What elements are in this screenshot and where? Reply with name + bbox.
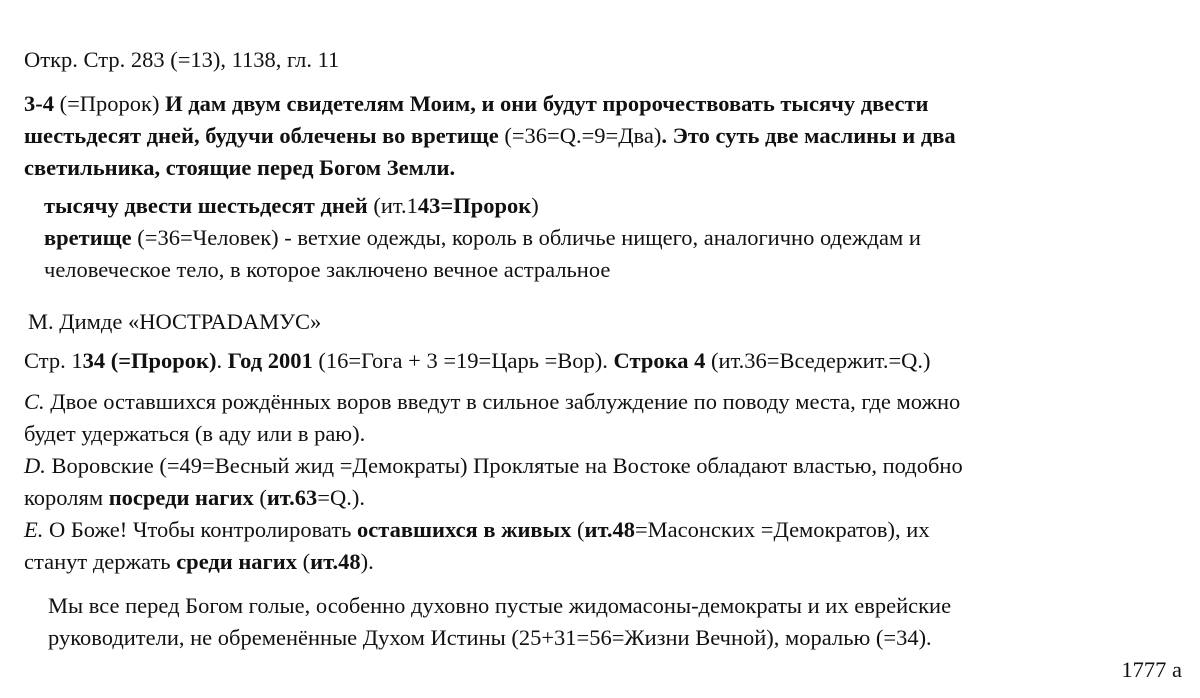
glossary-definition: ) — [531, 193, 539, 218]
quatrain-bold: ит.48 — [584, 517, 635, 542]
stanza-year: Год 2001 — [227, 348, 313, 373]
verse-text: И дам двум свидетелям Моим, и они будут пророчествовать тысячу двести — [165, 91, 929, 116]
quatrain-line-d-cont — [24, 482, 1174, 514]
commentary-line-2: руководители, не обременённые Духом Истины (25+31=56=Жизни Вечной), моралью (=34). — [48, 625, 932, 650]
stanza-page: Стр. 1 — [24, 348, 83, 373]
quatrain-bold: ит.63 — [266, 485, 318, 510]
quatrain-bold: ит.48 — [310, 549, 361, 574]
source-reference — [24, 44, 1174, 76]
stanza-line-label: Строка 4 — [613, 348, 706, 373]
glossary-term: вретище — [44, 225, 132, 250]
quatrain-text: ( — [571, 517, 585, 542]
quatrain-text: =Масонских =Демократов), их — [634, 517, 930, 542]
stanza-line-annotation: (ит.36=Вседержит.=Q.) — [705, 348, 931, 373]
glossary-term: тысячу двести шестьдесят дней — [44, 193, 368, 218]
author-reference — [28, 306, 1178, 338]
quatrain-text: О Боже! Чтобы контролировать — [43, 517, 358, 542]
glossary-entry-sackcloth — [44, 222, 1194, 254]
stanza-reference-line — [24, 345, 1174, 377]
stanza-year-annotation: (16=Гога + 3 =19=Царь =Вор — [312, 348, 595, 373]
verse-text: светильника, стоящие перед Богом Земли. — [24, 155, 456, 180]
glossary-entry-days — [44, 190, 1194, 222]
quatrain-line-e-cont — [24, 546, 1174, 578]
source-reference-text: Откр. Стр. 283 (=13), 1138, гл. 11 — [24, 47, 340, 72]
verse-line-3 — [24, 152, 1174, 184]
stanza-reference — [24, 345, 1174, 377]
verse-paragraph — [24, 88, 1174, 184]
commentary-line-1: Мы все перед Богом голые, особенно духовно пустые жидомасоны-демократы и их еврейские — [48, 593, 952, 618]
glossary-definition: (ит.1 — [367, 193, 418, 218]
glossary-definition: (=36=Человек) - ветхие одежды, король в обличье нищего, аналогично одеждам и — [131, 225, 921, 250]
line-marker: C. — [24, 389, 45, 414]
glossary-entry-sackcloth-cont — [44, 254, 1194, 286]
line-marker: E. — [24, 517, 44, 542]
quatrain-text: королям — [24, 485, 109, 510]
quatrain-text: Воровские (=49=Весный жид =Демократы) Проклятые на Востоке обладают властью, подобно — [45, 453, 963, 478]
separator: ). — [594, 348, 614, 373]
verse-line-2 — [24, 120, 1174, 152]
page-number: 1777 а — [1121, 657, 1182, 682]
commentary — [48, 590, 1198, 654]
quatrain-text: =Q.). — [317, 485, 365, 510]
verse-text: шестьдесят дней, будучи облечены во вретище — [24, 123, 499, 148]
glossary — [44, 190, 1194, 286]
quatrain-text: станут держать — [24, 549, 177, 574]
verse-number: 3-4 — [24, 91, 54, 116]
quatrain-line-c-cont — [24, 418, 1174, 450]
verse-line-1 — [24, 88, 1174, 120]
glossary-definition: человеческое тело, в которое заключено вечное астральное — [44, 257, 611, 282]
author-text: М. Димде «НОСТРАDАМУС» — [28, 309, 322, 334]
glossary-definition-bold: 43=Пророк — [417, 193, 532, 218]
quatrain-text: будет удержаться (в аду или в раю). — [24, 421, 366, 446]
line-marker: D. — [24, 453, 46, 478]
quatrain-line-e — [24, 514, 1174, 546]
quatrain-line-c — [24, 386, 1174, 418]
quatrain-text: ). — [360, 549, 374, 574]
verse-text: . Это суть две маслины и два — [661, 123, 956, 148]
separator: . — [216, 348, 228, 373]
quatrain — [24, 386, 1174, 578]
quatrain-bold: посреди нагих — [108, 485, 254, 510]
quatrain-bold: оставшихся в живых — [357, 517, 572, 542]
quatrain-text: Двое оставшихся рождённых воров введут в сильное заблуждение по поводу места, где можно — [44, 389, 961, 414]
verse-annotation: (=Пророк) — [54, 91, 166, 116]
quatrain-text: ( — [253, 485, 267, 510]
quatrain-line-d — [24, 450, 1174, 482]
stanza-page-bold: 34 (=Пророк) — [82, 348, 217, 373]
quatrain-bold: среди нагих — [176, 549, 297, 574]
quatrain-text: ( — [297, 549, 311, 574]
verse-annotation: (=36=Q.=9=Два) — [498, 123, 662, 148]
